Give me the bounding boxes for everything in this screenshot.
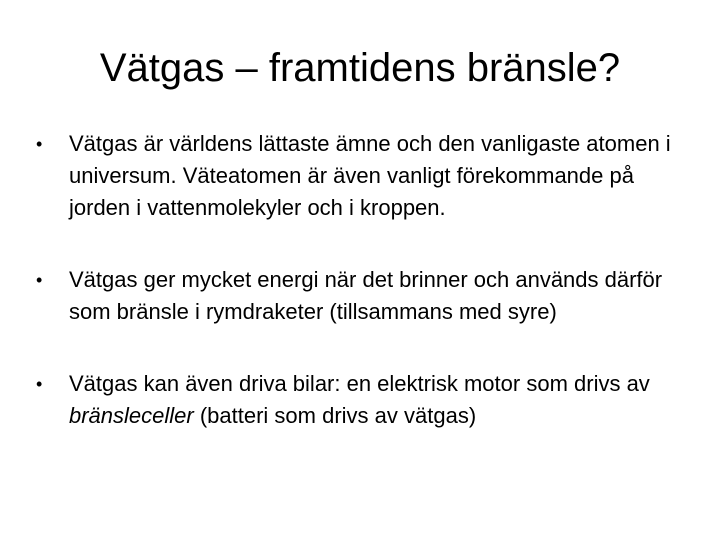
bullet-item-1 (36, 128, 686, 224)
bullet-icon: • (36, 134, 43, 154)
bullet-text-3-emphasis: bränsleceller (69, 403, 194, 428)
bullet-item-2 (36, 264, 686, 328)
bullet-icon: • (36, 374, 43, 394)
bullet-text-3-before: Vätgas kan även driva bilar: en elektrisk motor som drivs av (69, 371, 650, 396)
bullet-icon: • (36, 270, 43, 290)
bullet-list (36, 128, 686, 432)
bullet-text-1: Vätgas är världens lättaste ämne och den vanligaste atomen i universum. Väteatomen är även vanligt förekommande på jorden i vattenmolekyler och i kroppen. (69, 131, 671, 220)
bullet-text-3 (69, 371, 650, 428)
slide-title: Vätgas – framtidens bränsle? (99, 46, 621, 90)
bullet-text-2: Vätgas ger mycket energi när det brinner och används därför som bränsle i rymdraketer (tillsammans med syre) (69, 267, 663, 324)
bullet-item-3 (36, 368, 686, 432)
bullet-text-3-after: (batteri som drivs av vätgas) (193, 403, 477, 428)
